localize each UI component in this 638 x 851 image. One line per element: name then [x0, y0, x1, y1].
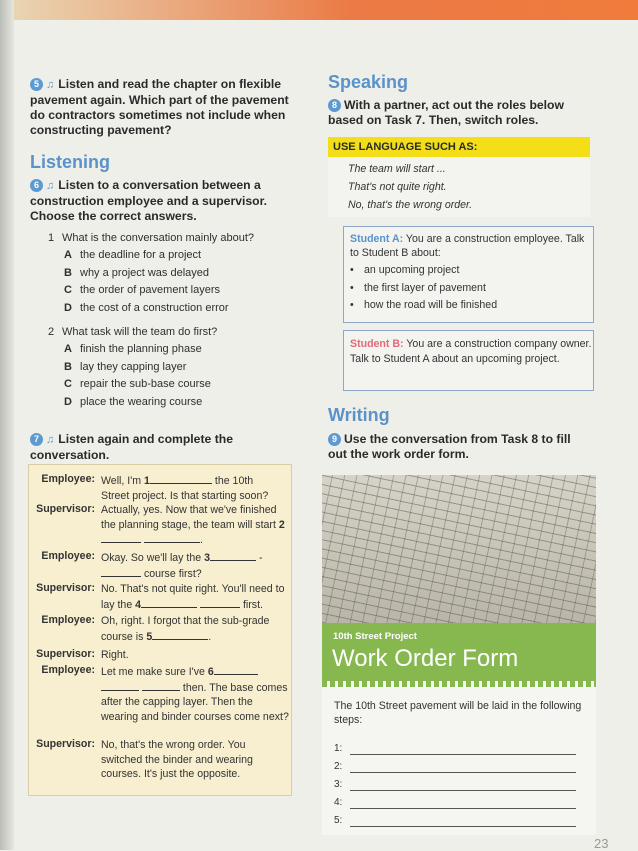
task-7	[30, 432, 300, 463]
book-spine-shadow	[0, 0, 14, 850]
speaker-label: Supervisor:	[36, 648, 95, 660]
speaker-label: Employee:	[41, 473, 95, 485]
step-line[interactable]: 5:	[334, 815, 584, 829]
bullet-item: • the first layer of pavement	[350, 282, 593, 300]
utterance: No. That's not quite right. You'll need to lay the 4 first.	[101, 583, 285, 611]
answer-blank-3[interactable]	[210, 550, 256, 561]
speaker-label: Supervisor:	[36, 503, 95, 515]
step-line[interactable]: 3:	[334, 779, 584, 793]
answer-blank-2b[interactable]	[144, 532, 200, 543]
option-a[interactable]: A finish the planning phase	[64, 343, 202, 355]
student-a-card	[343, 226, 594, 323]
answer-blank-6b[interactable]	[101, 680, 139, 691]
step-line[interactable]: 4:	[334, 797, 584, 811]
bullet-item: • an upcoming project	[350, 264, 593, 282]
listening-heading: Listening	[30, 152, 110, 172]
headphones-icon: ♫	[46, 79, 55, 91]
speaker-label: Supervisor:	[36, 738, 95, 750]
option-b[interactable]: B lay they capping layer	[64, 360, 187, 373]
student-b-label: Student B:	[350, 338, 404, 350]
writing-heading: Writing	[328, 405, 390, 425]
conversation-box	[28, 464, 292, 796]
utterance: Well, I'm 1 the 10th Street project. Is that starting soon?	[101, 475, 269, 502]
student-b-card	[343, 330, 594, 391]
utterance: Actually, yes. Now that we've finished the planning stage, the team will start 2 .	[101, 504, 285, 546]
speaker-label: Employee:	[41, 664, 95, 676]
utterance: Oh, right. I forgot that the sub-grade course is 5 .	[101, 615, 270, 643]
question-1	[48, 232, 298, 319]
option-c[interactable]: C the order of pavement layers	[64, 284, 221, 296]
form-intro: The 10th Street pavement will be laid in the following steps:	[334, 700, 582, 726]
page-number: 23	[594, 836, 609, 851]
task-number-badge: 9	[328, 433, 341, 446]
speaker-label: Employee:	[41, 614, 95, 626]
bullet-item: • how the road will be finished	[350, 299, 593, 317]
task-number-badge: 6	[30, 179, 43, 192]
question-2	[48, 326, 298, 413]
work-order-form	[322, 475, 596, 835]
utterance: No, that's the wrong order. You switched the binder and wearing courses. It's just the opposite.	[101, 739, 253, 780]
answer-blank-1[interactable]	[150, 473, 212, 484]
project-name: 10th Street Project	[333, 631, 417, 642]
task-7-text: Listen again and complete the conversation.	[30, 432, 233, 462]
option-a[interactable]: A the deadline for a project	[64, 249, 202, 261]
form-title: Work Order Form	[332, 645, 519, 672]
answer-blank-4[interactable]	[141, 597, 197, 608]
answer-blank-3b[interactable]	[101, 566, 141, 577]
answer-blank-4b[interactable]	[200, 597, 240, 608]
student-a-text: You are a construction employee. Talk to Student B about:	[350, 233, 585, 259]
language-phrase: The team will start ...	[348, 163, 446, 175]
task-5-text: Listen and read the chapter on flexible pavement again. Which part of the pavement do contractors sometimes not include when constructing pavement?	[30, 77, 289, 137]
speaking-heading: Speaking	[328, 72, 409, 92]
headphones-icon: ♫	[46, 434, 55, 446]
student-a-label: Student A:	[350, 233, 404, 245]
student-b-text: You are a construction company owner. Talk to Student A about an upcoming project.	[350, 338, 592, 365]
language-box-heading: USE LANGUAGE SUCH AS:	[328, 137, 590, 157]
task-8-text: With a partner, act out the roles below based on Task 7. Then, switch roles.	[328, 98, 564, 127]
task-6	[30, 178, 300, 224]
task-8	[328, 98, 590, 128]
task-9-text: Use the conversation from Task 8 to fill out the work order form.	[328, 432, 571, 461]
form-header	[322, 623, 596, 681]
language-phrase: No, that's the wrong order.	[348, 199, 473, 211]
task-number-badge: 5	[30, 78, 43, 91]
answer-blank-5[interactable]	[152, 629, 208, 640]
utterance: Right.	[101, 649, 129, 661]
task-number-badge: 7	[30, 433, 43, 446]
answer-blank-2[interactable]	[101, 532, 141, 543]
speaker-label: Supervisor:	[36, 582, 95, 594]
speaker-label: Employee:	[41, 550, 95, 562]
answer-blank-6[interactable]	[214, 664, 258, 675]
decorative-edge	[322, 681, 596, 687]
top-color-band	[0, 0, 638, 20]
option-b[interactable]: B why a project was delayed	[64, 266, 210, 279]
utterance: Let me make sure I've 6 then. The base comes after the capping layer. Then the wearing and binder courses come next?	[101, 666, 289, 723]
language-box	[328, 137, 590, 217]
task-6-text: Listen to a conversation between a construction employee and a supervisor. Choose the correct answers.	[30, 178, 268, 223]
answer-blank-6c[interactable]	[142, 680, 180, 691]
headphones-icon: ♫	[46, 180, 55, 192]
question-stem: 1 What is the conversation mainly about?	[48, 232, 254, 244]
step-line[interactable]: 1:	[334, 743, 584, 757]
language-phrase: That's not quite right.	[348, 181, 447, 193]
option-c[interactable]: C repair the sub-base course	[64, 378, 211, 390]
question-stem: 2 What task will the team do first?	[48, 326, 218, 338]
option-d[interactable]: D the cost of a construction error	[64, 301, 229, 314]
option-d[interactable]: D place the wearing course	[64, 395, 203, 408]
step-line[interactable]: 2:	[334, 761, 584, 775]
task-9	[328, 432, 590, 462]
task-5	[30, 77, 300, 138]
paving-stones-photo	[322, 475, 596, 623]
task-number-badge: 8	[328, 99, 341, 112]
utterance: Okay. So we'll lay the 3 - course first?	[101, 552, 263, 580]
